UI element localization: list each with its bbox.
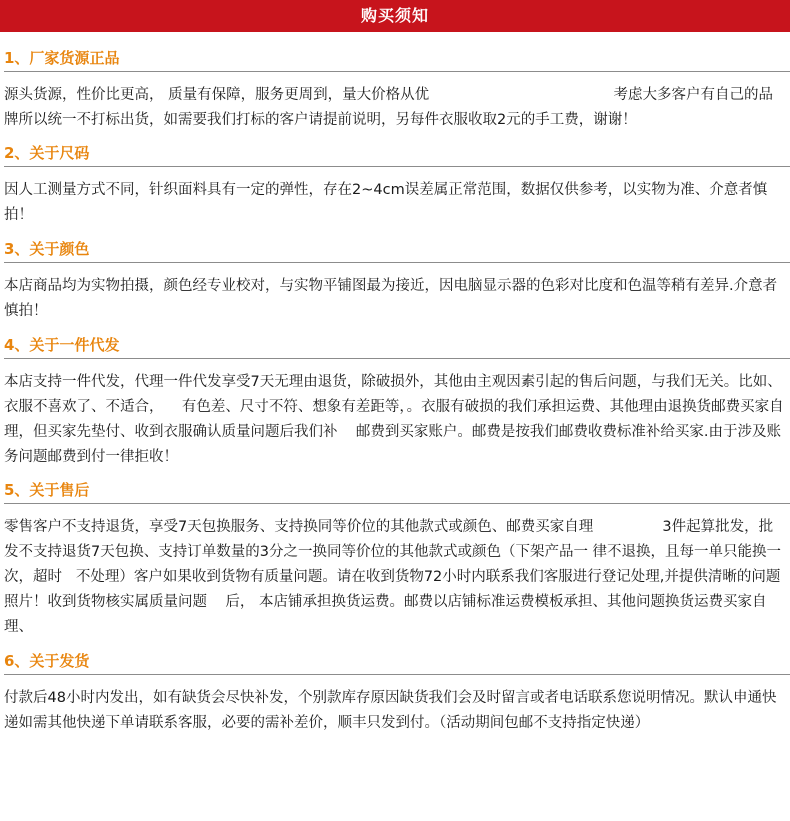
section-color — [0, 237, 790, 324]
section-factory-source — [0, 46, 790, 133]
section-body: 本店商品均为实物拍摄，颜色经专业校对，与实物平铺图最为接近，因电脑显示器的色彩对比度和色温等稍有差异.介意者慎拍！ — [4, 278, 778, 319]
section-title: 5、关于售后 — [4, 481, 90, 499]
section-body: 本店支持一件代发，代理一件代发享受7天无理由退货，除破损外，其他由主观因素引起的售后问题，与我们无关。比如、衣服不喜欢了、不适合， 有色差、尺寸不符、想象有差距等，。衣服有破损的我们承担运费、其他理由退换货邮费买家自理，但买家先垫付、收到衣服确认质量问题后我们补 邮费到买家账户。邮费是按我们邮费收费标准补给买家.由于涉及账务问题邮费到付一律拒收！ — [4, 374, 784, 465]
section-body: 因人工测量方式不同，针织面料具有一定的弹性，存在2~4cm误差属正常范围，数据仅供参考，以实物为准、介意者慎拍！ — [4, 182, 768, 223]
divider — [4, 166, 790, 167]
section-shipping — [0, 649, 790, 736]
divider — [4, 262, 790, 263]
section-title: 4、关于一件代发 — [4, 336, 120, 354]
section-size — [0, 141, 790, 228]
page-title: 购买须知 — [360, 6, 429, 25]
section-body: 源头货源，性价比更高， 质量有保障，服务更周到，量大价格从优 考虑大多客户有自己的品牌所以统一不打标出货，如需要我们打标的客户请提前说明，另每件衣服收取2元的手工费，谢谢！ — [4, 87, 773, 128]
section-body: 付款后48小时内发出，如有缺货会尽快补发，个别款库存原因缺货我们会及时留言或者电话联系您说明情况。默认申通快递如需其他快递下单请联系客服，必要的需补差价，顺丰只发到付。（活动期间包邮不支持指定快递） — [4, 690, 777, 731]
page-header — [0, 0, 790, 32]
section-title: 3、关于颜色 — [4, 240, 90, 258]
section-body: 零售客户不支持退货，享受7天包换服务、支持换同等价位的其他款式或颜色、邮费买家自理 3件起算批发，批发不支持退货7天包换、支持订单数量的3分之一换同等价位的其他款式或颜色（下架产品一 律不退换，且每一单只能换一次，超时 不处理）客户如果收到货物有质量问题。请在收到货物72小时内联系我们客服进行登记处理,并提供清晰的问题照片！收到货物核实属质量问题 后， 本店铺承担换货运费。邮费以店铺标准运费模板承担、其他问题换货运费买家自理、 — [4, 519, 782, 635]
section-after-sales — [0, 478, 790, 640]
section-dropshipping — [0, 333, 790, 470]
divider — [4, 503, 790, 504]
divider — [4, 674, 790, 675]
divider — [4, 358, 790, 359]
section-title: 2、关于尺码 — [4, 144, 90, 162]
divider — [4, 71, 790, 72]
section-title: 1、厂家货源正品 — [4, 49, 120, 67]
section-title: 6、关于发货 — [4, 652, 90, 670]
